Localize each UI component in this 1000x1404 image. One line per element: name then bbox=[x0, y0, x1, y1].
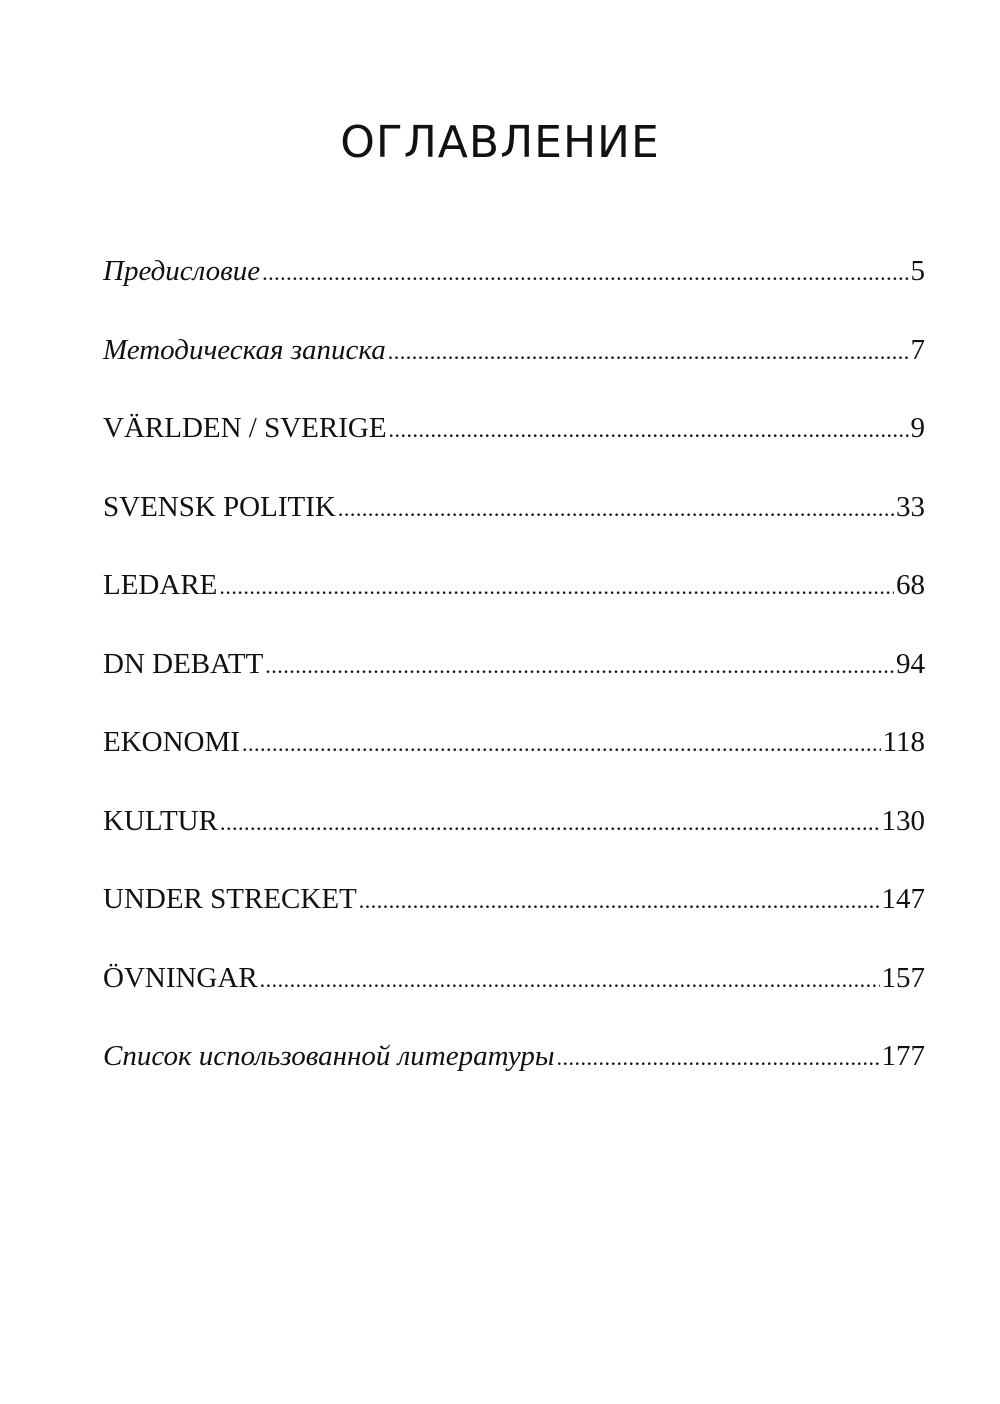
toc-entry-page: 33 bbox=[896, 490, 925, 523]
toc-entry bbox=[103, 412, 925, 491]
toc-entry bbox=[103, 255, 925, 334]
dot-leader bbox=[388, 339, 909, 365]
toc-entry-label: Предисловие bbox=[103, 255, 261, 287]
toc-entry-label: KULTUR bbox=[103, 804, 218, 837]
toc-entry-page: 118 bbox=[882, 726, 925, 758]
toc-entry-label: Методическая записка bbox=[103, 333, 386, 366]
toc-entry-page: 9 bbox=[910, 412, 925, 444]
toc-entry-label: DN DEBATT bbox=[103, 647, 264, 680]
dot-leader bbox=[389, 417, 909, 443]
toc-entry-page: 94 bbox=[896, 647, 925, 680]
toc-entry-page: 68 bbox=[896, 569, 925, 601]
dot-leader bbox=[359, 888, 880, 914]
dot-leader bbox=[220, 810, 880, 836]
toc-entry-label: LEDARE bbox=[103, 569, 218, 601]
toc-entry bbox=[103, 883, 925, 962]
dot-leader bbox=[265, 653, 894, 679]
dot-leader bbox=[260, 967, 880, 993]
toc-entry bbox=[103, 334, 925, 413]
toc-entry-page: 157 bbox=[881, 961, 925, 994]
dot-leader bbox=[556, 1045, 879, 1071]
toc-entry bbox=[103, 1040, 925, 1119]
page-title: ОГЛАВЛЕНИЕ bbox=[340, 117, 660, 169]
toc-entry bbox=[103, 805, 925, 884]
toc-entry bbox=[103, 726, 925, 805]
toc-entry-page: 130 bbox=[881, 804, 925, 837]
dot-leader bbox=[338, 496, 894, 522]
toc-entry-page: 5 bbox=[910, 255, 925, 287]
toc-entry bbox=[103, 648, 925, 727]
toc-entry-page: 177 bbox=[881, 1040, 925, 1072]
toc-entry-page: 147 bbox=[881, 883, 925, 915]
toc-entry bbox=[103, 569, 925, 648]
toc-entry bbox=[103, 491, 925, 570]
toc-entry-label: ÖVNINGAR bbox=[103, 961, 258, 994]
dot-leader bbox=[262, 260, 908, 286]
dot-leader bbox=[219, 574, 894, 600]
toc-entry-page: 7 bbox=[910, 333, 925, 366]
dot-leader bbox=[242, 731, 881, 757]
toc-entry-label: EKONOMI bbox=[103, 726, 240, 758]
toc-entry-label: UNDER STRECKET bbox=[103, 883, 357, 915]
toc-entry-label: VÄRLDEN / SVERIGE bbox=[103, 412, 387, 444]
toc-entry bbox=[103, 962, 925, 1041]
toc-entry-label: SVENSK POLITIK bbox=[103, 490, 336, 523]
table-of-contents bbox=[103, 255, 925, 1119]
toc-entry-label: Список использованной литературы bbox=[103, 1040, 555, 1072]
